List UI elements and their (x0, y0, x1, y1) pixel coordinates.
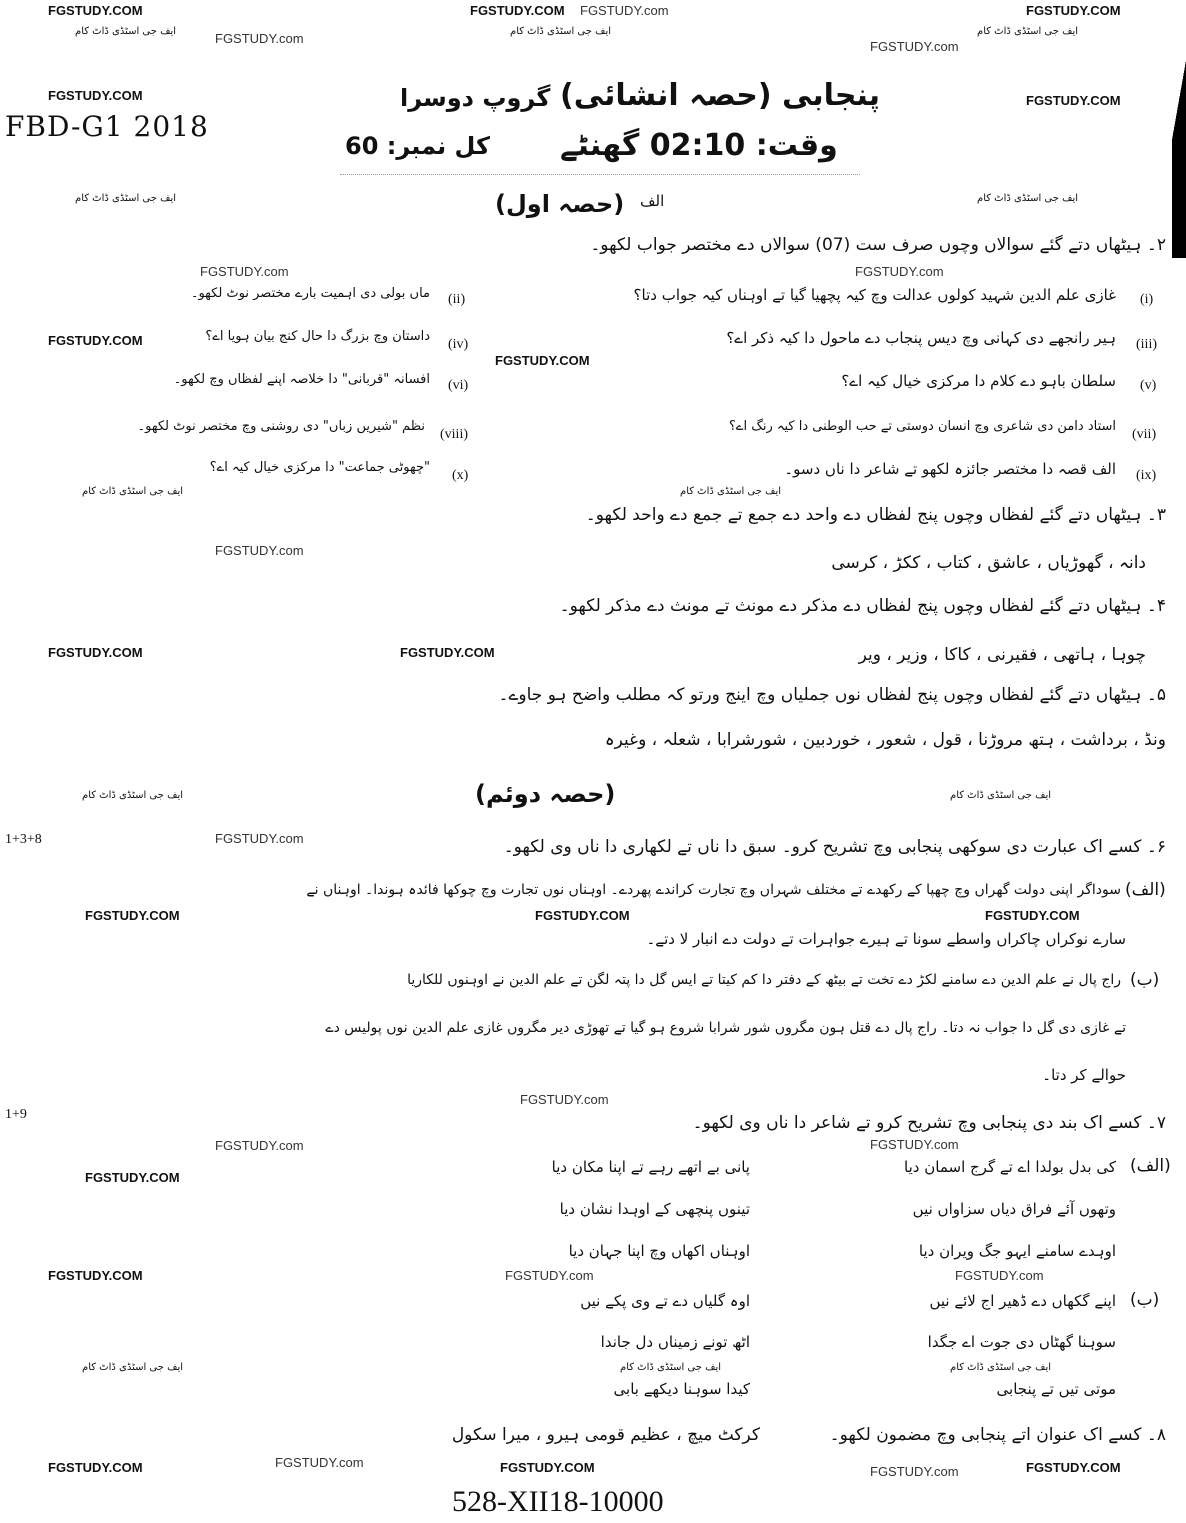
q4-words: چوہا ، ہاتھی ، فقیرنی ، کاکا ، وزیر ، ویر (858, 645, 1146, 665)
question-text: سلطان باہو دے کلام دا مرکزی خیال کیہ اے؟ (841, 372, 1116, 390)
verse-line: اٹھ تونے زمیناں دل جاندا (600, 1333, 750, 1351)
watermark: FGSTUDY.COM (48, 645, 143, 660)
watermark: FGSTUDY.COM (985, 908, 1080, 923)
passage-line: حوالے کر دتا۔ (1042, 1066, 1126, 1084)
watermark-urdu: ایف جی اسٹڈی ڈاٹ کام (75, 193, 177, 204)
question-text: استاد دامن دی شاعری وچ انسان دوستی تے حب الوطنی دا کیہ رنگ اے؟ (728, 419, 1116, 434)
question-text: ہیر رانجھے دی کہانی وچ دیس پنجاب دے ماحول دا کیہ ذکر اے؟ (726, 329, 1116, 347)
question-text: ماں بولی دی اہمیت بارے مختصر نوٹ لکھو۔ (190, 286, 430, 301)
watermark-urdu: ایف جی اسٹڈی ڈاٹ کام (950, 790, 1052, 801)
watermark: FGSTUDY.com (215, 831, 304, 846)
watermark: FGSTUDY.COM (48, 88, 143, 103)
section-1-heading: (حصہ اول) (495, 190, 625, 218)
question-text: داستان وچ بزرگ دا حال کنج بیان ہویا اے؟ (205, 329, 430, 344)
marks-label: کل نمبر: 60 (345, 132, 490, 160)
watermark: FGSTUDY.COM (1026, 1460, 1121, 1475)
watermark: FGSTUDY.COM (48, 1268, 143, 1283)
passage-line: سوداگر اپنی دولت گھراں وچ چھپا کے رکھدے تے مختلف شہراں وچ تجارت کراندے پھردے۔ اوہناں نوں تجارت وچ چوکھا فائدہ ہوندا۔ اوہناں نے (306, 882, 1121, 898)
watermark: FGSTUDY.com (520, 1092, 609, 1107)
watermark: FGSTUDY.COM (48, 1460, 143, 1475)
q7-marks: 1+9 (5, 1107, 27, 1122)
question-number: (ix) (1136, 468, 1157, 483)
watermark-urdu: ایف جی اسٹڈی ڈاٹ کام (680, 486, 782, 497)
passage-line: سارے نوکراں چاکراں واسطے سونا تے ہیرے جواہرات تے دولت دے انبار لا دتے۔ (646, 930, 1126, 948)
watermark: FGSTUDY.COM (48, 333, 143, 348)
watermark: FGSTUDY.com (215, 31, 304, 46)
question-number: (ii) (448, 292, 466, 307)
q8-topics: کرکٹ میچ ، عظیم قومی ہیرو ، میرا سکول (451, 1425, 760, 1445)
watermark: FGSTUDY.COM (500, 1460, 595, 1475)
watermark: FGSTUDY.com (580, 3, 669, 18)
verse-label-a: (الف) (1130, 1156, 1171, 1176)
question-text: غازی علم الدین شہید کولوں عدالت وچ کیہ پچھیا گیا تے اوہناں کیہ جواب دتا؟ (633, 286, 1116, 304)
verse-line: اوہ گلیاں دے تے وی پکے نیں (580, 1292, 750, 1310)
q3-words: دانہ ، گھوڑیاں ، عاشق ، کتاب ، ککڑ ، کرسی (831, 553, 1146, 573)
watermark: FGSTUDY.COM (85, 908, 180, 923)
watermark-urdu: ایف جی اسٹڈی ڈاٹ کام (82, 790, 184, 801)
group-label: گروپ دوسرا (400, 84, 551, 112)
question-number: (iii) (1136, 337, 1157, 352)
passage-label: (ب) (1130, 970, 1160, 990)
q4-instruction: ۴۔ ہیٹھاں دتے گئے لفظاں وچوں پنج لفظاں دے مذکر دے مونث تے مونث دے مذکر لکھو۔ (559, 596, 1166, 616)
watermark-urdu: ایف جی اسٹڈی ڈاٹ کام (977, 26, 1079, 37)
watermark: FGSTUDY.COM (1026, 93, 1121, 108)
watermark: FGSTUDY.com (955, 1268, 1044, 1283)
watermark: FGSTUDY.COM (470, 3, 565, 18)
divider (340, 174, 860, 175)
verse-line: موتی تیں تے پنجابی (996, 1380, 1116, 1398)
passage-line: تے غازی دی گل دا جواب نہ دتا۔ راج پال دے قتل ہون مگروں شور شرابا شروع ہو گیا تے تھوڑی دیر مگروں غازی علم الدین نوں پولیس دے (325, 1020, 1126, 1036)
question-text: "چھوٹی جماعت" دا مرکزی خیال کیہ اے؟ (209, 460, 430, 475)
verse-line: کیدا سوہنا دیکھے بابی (613, 1380, 750, 1398)
q7-instruction: ۷۔ کسے اک بند دی پنجابی وچ تشریح کرو تے شاعر دا ناں وی لکھو۔ (692, 1113, 1166, 1133)
footer-code: 528-XII18-10000 (452, 1485, 664, 1518)
watermark: FGSTUDY.COM (535, 908, 630, 923)
verse-line: وتھوں آئے فراق دیاں سزاواں نیں (912, 1200, 1116, 1218)
q5-words: ونڈ ، برداشت ، ہتھ مروڑنا ، قول ، شعور ، خوردبین ، شورشرابا ، شعلہ ، وغیرہ (604, 730, 1166, 750)
watermark: FGSTUDY.com (870, 39, 959, 54)
watermark: FGSTUDY.COM (400, 645, 495, 660)
passage-line: راج پال نے علم الدین دے سامنے لکڑ دے تخت تے بیٹھ کے دفتر دا کم کیتا تے ایس گل دا پتہ لگن تے علم الدین نے اوہنوں للکاریا (407, 972, 1121, 988)
watermark: FGSTUDY.COM (1026, 3, 1121, 18)
question-number: (x) (452, 468, 469, 483)
verse-line: کی بدل بولدا اے تے گرج اسمان دیا (904, 1158, 1116, 1176)
watermark: FGSTUDY.com (275, 1455, 364, 1470)
paper-code-handwritten: FBD-G1 2018 (5, 110, 209, 143)
question-text: الف قصہ دا مختصر جائزہ لکھو تے شاعر دا ناں دسو۔ (784, 460, 1116, 478)
watermark-urdu: ایف جی اسٹڈی ڈاٹ کام (977, 193, 1079, 204)
q6-marks: 1+3+8 (5, 832, 42, 847)
subject-title: پنجابی (حصہ انشائی) (560, 78, 881, 113)
watermark-urdu: ایف جی اسٹڈی ڈاٹ کام (75, 26, 177, 37)
question-number: (iv) (448, 337, 469, 352)
q6-instruction: ۶۔ کسے اک عبارت دی سوکھی پنجابی وچ تشریح کرو۔ سبق دا ناں تے لکھاری دا ناں وی لکھو۔ (503, 837, 1166, 857)
section-1-prefix: الف (640, 192, 665, 210)
question-number: (viii) (440, 427, 468, 442)
watermark: FGSTUDY.COM (48, 3, 143, 18)
watermark-urdu: ایف جی اسٹڈی ڈاٹ کام (82, 486, 184, 497)
watermark: FGSTUDY.com (200, 264, 289, 279)
question-number: (v) (1140, 378, 1157, 393)
passage-label: (الف) (1125, 880, 1166, 900)
watermark: FGSTUDY.com (215, 1138, 304, 1153)
question-number: (vii) (1132, 427, 1157, 442)
scan-edge (1172, 8, 1186, 258)
q8-instruction: ۸۔ کسے اک عنوان اتے پنجابی وچ مضمون لکھو۔ (829, 1425, 1166, 1445)
verse-line: اوہدے سامنے ایہو جگ ویران دیا (918, 1242, 1116, 1260)
question-number: (i) (1140, 292, 1154, 307)
question-number: (vi) (448, 378, 469, 393)
watermark-urdu: ایف جی اسٹڈی ڈاٹ کام (510, 26, 612, 37)
verse-line: پانی بے اتھے رہے تے اپنا مکان دیا (551, 1158, 750, 1176)
watermark: FGSTUDY.COM (85, 1170, 180, 1185)
watermark: FGSTUDY.com (505, 1268, 594, 1283)
watermark: FGSTUDY.COM (495, 353, 590, 368)
verse-line: اوہناں اکھاں وچ اپنا جہان دیا (568, 1242, 750, 1260)
verse-line: اپنے گکھاں دے ڈھیر اج لائے نیں (929, 1292, 1116, 1310)
verse-line: سوہنا گھٹاں دی جوت اے جگدا (927, 1333, 1116, 1351)
watermark: FGSTUDY.com (870, 1464, 959, 1479)
q2-instruction: ۲۔ ہیٹھاں دتے گئے سوالاں وچوں صرف ست (07) سوالاں دے مختصر جواب لکھو۔ (590, 235, 1166, 255)
watermark: FGSTUDY.com (215, 543, 304, 558)
question-text: افسانہ "قربانی" دا خلاصہ اپنے لفظاں وچ لکھو۔ (173, 372, 430, 387)
watermark: FGSTUDY.com (870, 1137, 959, 1152)
q3-instruction: ۳۔ ہیٹھاں دتے گئے لفظاں وچوں پنج لفظاں دے واحد دے جمع تے جمع دے واحد لکھو۔ (585, 505, 1166, 525)
watermark: FGSTUDY.com (855, 264, 944, 279)
watermark-urdu: ایف جی اسٹڈی ڈاٹ کام (950, 1362, 1052, 1373)
verse-line: تینوں پنچھی کے اوہدا نشان دیا (559, 1200, 750, 1218)
q5-instruction: ۵۔ ہیٹھاں دتے گئے لفظاں وچوں پنج لفظاں نوں جملیاں وچ اینج ورتو کہ مطلب واضح ہو جاوے۔ (498, 685, 1166, 705)
watermark-urdu: ایف جی اسٹڈی ڈاٹ کام (620, 1362, 722, 1373)
section-2-heading: (حصہ دوئم) (475, 780, 616, 808)
time-label: وقت: 02:10 گھنٹے (560, 128, 838, 163)
question-text: نظم "شیریں زباں" دی روشنی وچ مختصر نوٹ لکھو۔ (137, 419, 425, 434)
verse-label-b: (ب) (1130, 1290, 1160, 1310)
watermark-urdu: ایف جی اسٹڈی ڈاٹ کام (82, 1362, 184, 1373)
